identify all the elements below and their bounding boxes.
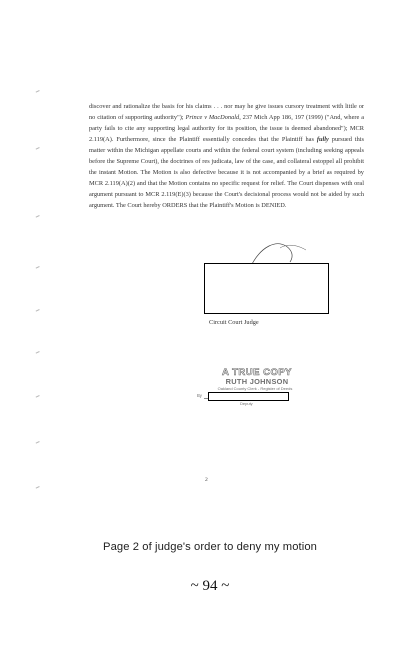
margin-mark bbox=[34, 87, 39, 92]
case-name: MacDonald bbox=[208, 114, 240, 122]
page-caption: Page 2 of judge's order to deny my motion bbox=[103, 541, 317, 553]
margin-mark bbox=[34, 348, 39, 353]
stamp-deputy-label: Deputy bbox=[240, 401, 253, 406]
margin-mark bbox=[34, 438, 39, 443]
stamp-office: Oakland County Clerk - Register of Deeds bbox=[217, 386, 293, 391]
stamp-by-label: By bbox=[197, 393, 202, 398]
stamp-clerk-name: RUTH JOHNSON bbox=[225, 377, 289, 386]
margin-mark bbox=[34, 306, 39, 311]
stamp-title: A TRUE COPY bbox=[221, 367, 293, 378]
margin-mark bbox=[34, 263, 39, 268]
margin-mark bbox=[34, 144, 39, 149]
margin-mark bbox=[34, 212, 39, 217]
emphasis-fully: fully bbox=[316, 136, 329, 144]
book-page-number: ~ 94 ~ bbox=[190, 578, 230, 594]
case-name: Prince v bbox=[185, 114, 208, 122]
order-body-text bbox=[89, 101, 364, 211]
margin-mark bbox=[34, 392, 39, 397]
document-page-number: 2 bbox=[205, 477, 208, 483]
redacted-stamp-box bbox=[208, 392, 289, 401]
signature-label: Circuit Court Judge bbox=[209, 319, 259, 326]
order-paragraph: discover and rationalize the basis for his claims . . . nor may he give issues cursory treatment with little or no citation of supporting authority"); Prince v MacDonald, 237 Mich App 186, 197 (1999) ("And, where a party fails to cite any supporting legal authority for its position, the issue is deemed abandoned"); MCR 2.119(A). Furthermore, since the Plaintiff essentially concedes that the Plaintiff has fully pursued this matter within the Michigan appellate courts and within the federal court system (including seeking appeals before the Supreme Court), the doctrines of res judicata, law of the case, and collateral estoppel all prohibit the instant Motion. The Motion is also defective because it is not accompanied by a brief as required by MCR 2.119(A)(2) and that the Motion contains no specific request for relief. The Court dispenses with oral argument pursuant to MCR 2.119(E)(3) because the Court's decisional process would not be aided by such argument. The Court hereby ORDERS that the Plaintiff's Motion is DENIED. bbox=[89, 103, 365, 210]
redacted-signature-box bbox=[204, 263, 329, 314]
margin-mark bbox=[34, 483, 39, 488]
